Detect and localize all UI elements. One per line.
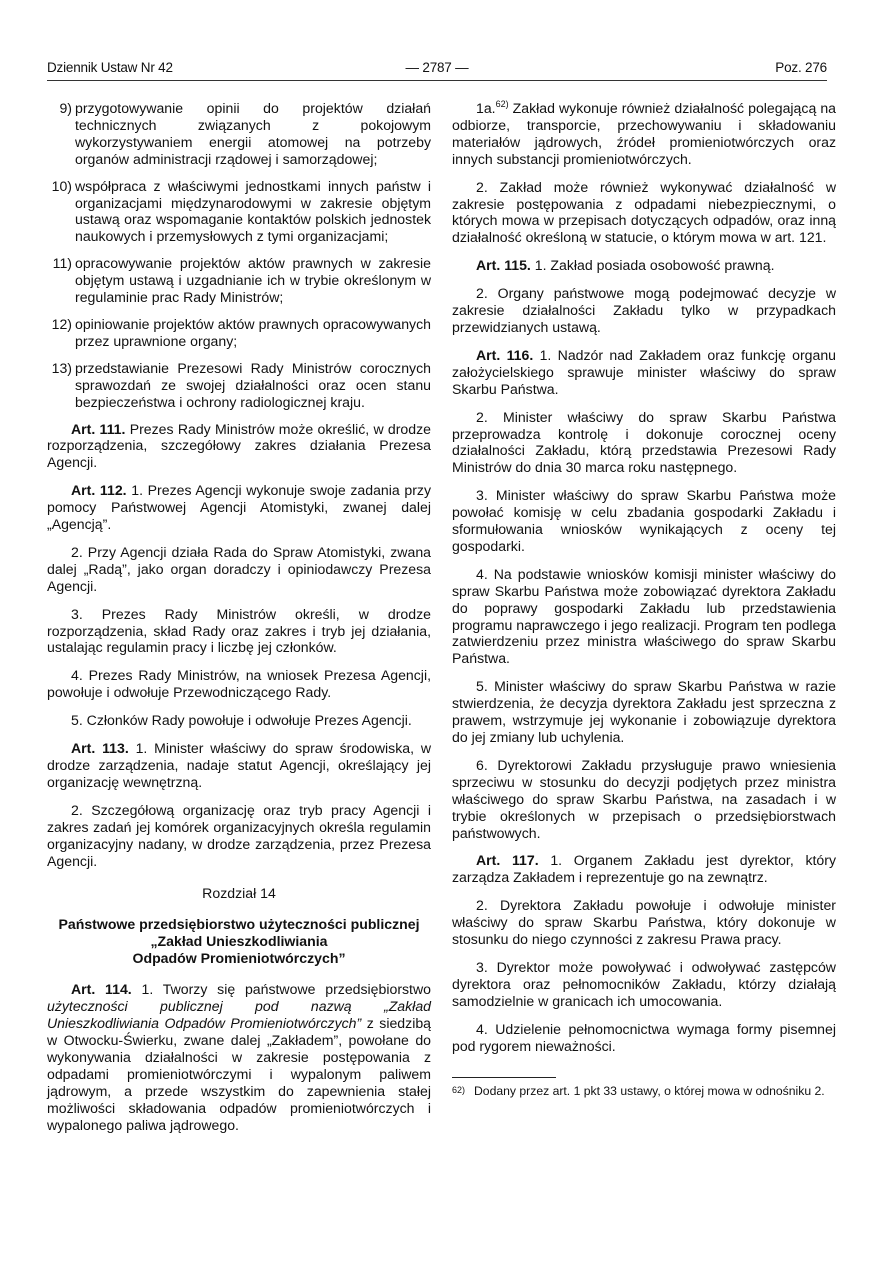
list-item xyxy=(47,178,431,246)
list-item xyxy=(47,100,431,168)
paragraph: 5. Członków Rady powołuje i odwołuje Prezes Agencji. xyxy=(71,712,412,729)
article-label: Art. 115. xyxy=(476,257,531,274)
chapter-title-line: „Zakład Unieszkodliwiania xyxy=(150,933,328,950)
paragraph-text: Zakład wykonuje również działalność polegającą na odbiorze, transporcie, przechowywaniu i składowaniu materiałów jądrowych, źródeł promieniotwórczych oraz innych substancji promieniotwórczych. xyxy=(452,100,836,167)
footnote-number: 62) xyxy=(452,1084,466,1095)
article-label: Art. 117. xyxy=(476,852,539,869)
paragraph: 4. Na podstawie wniosków komisji minister właściwy do spraw Skarbu Państwa może zobowiązać dyrektora Zakładu do poprawy gospodarki Zakładu lub przedstawienia programu naprawczego i jego realizacji. Program ten podlega zatwierdzeniu przez ministra właściwego do spraw Skarbu Państwa. xyxy=(452,565,836,667)
article-label: Art. 112. xyxy=(71,482,127,499)
chapter-title-line: Odpadów Promieniotwórczych” xyxy=(132,950,346,967)
article-text: 1. Minister właściwy do spraw środowiska, w drodze zarządzenia, nadaje statut Agencji, określający jej organizację wewnętrzną. xyxy=(47,740,431,790)
footnote xyxy=(452,1084,836,1098)
position-number: Poz. 276 xyxy=(775,60,827,75)
footnote-ref[interactable]: 62) xyxy=(495,99,509,109)
header-divider xyxy=(47,80,827,81)
paragraph: 3. Minister właściwy do spraw Skarbu Państwa może powołać komisję w celu zbadania gospodarki Zakładu i sformułowania wniosków wynikających z oceny tej gospodarki. xyxy=(452,487,836,554)
item-text: opiniowanie projektów aktów prawnych opracowywanych przez uprawnione organy; xyxy=(75,315,431,349)
article-text: 1. Prezes Agencji wykonuje swoje zadania przy pomocy Państwowej Agencji Atomistyki, zwanej dalej „Agencją”. xyxy=(47,482,431,533)
item-number: 9) xyxy=(59,100,72,116)
article-112 xyxy=(47,482,431,533)
item-text: przygotowywanie opinii do projektów działań technicznych związanych z pokojowym wykorzystywaniem energii atomowej na potrzeby organów administracji rządowej i samorządowej; xyxy=(75,100,431,167)
article-115 xyxy=(452,257,836,274)
article-text: 1. Tworzy się państwowe przedsiębiorstwo xyxy=(131,981,431,998)
paragraph: 5. Minister właściwy do spraw Skarbu Państwa w razie stwierdzenia, że decyzja dyrektora Zakładu jest sprzeczna z prawem, wstrzymuje jej wykonanie i zobowiązuje dyrektora do jej zmiany lub uchylenia. xyxy=(452,678,836,745)
page-header xyxy=(47,60,827,78)
paragraph: 2. Zakład może również wykonywać działalność w zakresie postępowania z odpadami niebezpiecznymi, o których mowa w przepisach dotyczących odpadów, oraz inną działalność określoną w statucie, o którym mowa w art. 121. xyxy=(452,178,836,246)
article-text: 1. Zakład posiada osobowość prawną. xyxy=(530,257,775,274)
list-item xyxy=(47,316,431,350)
left-column xyxy=(47,100,431,1145)
item-number: 12) xyxy=(51,315,72,332)
article-text: 1. Organem Zakładu jest dyrektor, który zarządza Zakładem i reprezentuje go na zewnątrz. xyxy=(452,852,836,886)
paragraph-number: 1a. xyxy=(476,100,496,116)
article-text: Prezes Rady Ministrów może określić, w drodze rozporządzenia, szczegółowy zakres działania Prezesa Agencji. xyxy=(47,420,431,471)
article-113 xyxy=(47,740,431,791)
chapter-label: Rozdział 14 xyxy=(202,885,276,902)
article-text-italic: użyteczności publicznej pod nazwą „Zakład Unieszkodliwiania Odpadów Promieniotwórczych” xyxy=(47,998,431,1032)
chapter-title xyxy=(47,916,431,967)
list-item xyxy=(47,360,431,411)
article-text: 1. Nadzór nad Zakładem oraz funkcję organu założycielskiego sprawuje minister właściwy do spraw Skarbu Państwa. xyxy=(452,346,837,397)
article-label: Art. 114. xyxy=(71,981,132,998)
list-item xyxy=(47,255,431,306)
article-label: Art. 113. xyxy=(71,740,129,757)
paragraph: 2. Organy państwowe mogą podejmować decyzje w zakresie działalności Zakładu tylko w przypadkach przewidzianych ustawą. xyxy=(452,285,836,335)
paragraph: 2. Szczegółową organizację oraz tryb pracy Agencji i zakres zadań jej komórek organizacyjnych określa regulamin organizacyjny nadany, w drodze zarządzenia, przez Prezesa Agencji. xyxy=(47,801,431,869)
item-number: 11) xyxy=(52,255,72,272)
item-text: współpraca z właściwymi jednostkami innych państw i organizacjami międzynarodowymi w zakresie objętym ustawą oraz wspomaganie kontaktów polskich jednostek naukowych i przemysłowych z tymi organizacjami; xyxy=(75,177,431,245)
paragraph: 6. Dyrektorowi Zakładu przysługuje prawo wniesienia sprzeciwu w stosunku do decyzji podjętych przez ministra właściwego do spraw Skarbu Państwa, na zasadach i w trybie określonych w przepisach o przedsiębiorstwach państwowych. xyxy=(452,756,836,841)
footnote-text: Dodany przez art. 1 pkt 33 ustawy, o której mowa w odnośniku 2. xyxy=(474,1083,825,1098)
item-number: 10) xyxy=(51,177,72,194)
right-column xyxy=(452,100,836,1098)
footnote-divider xyxy=(452,1077,556,1078)
page-number: — 2787 — xyxy=(405,60,469,75)
paragraph-1a xyxy=(452,100,836,168)
article-text: z siedzibą w Otwocku-Świerku, zwane dalej „Zakładem”, powołane do wykonywania działalności w zakresie postępowania z odpadami promieniotwórczymi i wypalonym paliwem jądrowym, a przede wszystkim do zapewnienia stałej możliwości składowania odpadów promieniotwórczych i wypalonego paliwa jądrowego. xyxy=(47,1015,432,1133)
paragraph: 4. Udzielenie pełnomocnictwa wymaga formy pisemnej pod rygorem nieważności. xyxy=(452,1020,836,1054)
paragraph: 2. Minister właściwy do spraw Skarbu Państwa przeprowadza kontrolę i dokonuje corocznej oceny działalności Zakładu, którą przedstawia Prezesowi Rady Ministrów do dnia 30 marca roku następnego. xyxy=(452,408,836,476)
item-text: przedstawianie Prezesowi Rady Ministrów corocznych sprawozdań ze swojej działalności oraz ocen stanu bezpieczeństwa i ochrony radiologicznej kraju. xyxy=(75,359,431,410)
paragraph: 2. Dyrektora Zakładu powołuje i odwołuje minister właściwy do spraw Skarbu Państwa, który dokonuje w stosunku do niego czynności z zakresu Prawa pracy. xyxy=(452,897,836,948)
article-116 xyxy=(452,347,836,398)
article-114 xyxy=(47,981,431,1133)
chapter-title-line: Państwowe przedsiębiorstwo użyteczności publicznej xyxy=(58,916,420,933)
paragraph: 4. Prezes Rady Ministrów, na wniosek Prezesa Agencji, powołuje i odwołuje Przewodniczącego Rady. xyxy=(47,667,431,701)
paragraph: 2. Przy Agencji działa Rada do Spraw Atomistyki, zwana dalej „Radą”, jako organ doradczy i opiniodawczy Prezesa Agencji. xyxy=(47,543,431,594)
article-label: Art. 111. xyxy=(71,420,126,437)
article-label: Art. 116. xyxy=(476,346,534,363)
journal-title: Dziennik Ustaw Nr 42 xyxy=(47,60,173,75)
item-text: opracowywanie projektów aktów prawnych w zakresie objętym ustawą i uzgadnianie ich w trybie określonym w regulaminie prac Rady Ministrów; xyxy=(75,255,431,306)
item-number: 13) xyxy=(51,359,72,376)
paragraph: 3. Prezes Rady Ministrów określi, w drodze rozporządzenia, skład Rady oraz zakres i tryb jej działania, ustalając regulamin pracy i liczbę jej członków. xyxy=(47,605,431,656)
article-117 xyxy=(452,852,836,886)
article-111 xyxy=(47,421,431,472)
paragraph: 3. Dyrektor może powoływać i odwoływać zastępców dyrektora oraz pełnomocników Zakładu, którzy działają samodzielnie w granicach ich umocowania. xyxy=(452,958,836,1009)
